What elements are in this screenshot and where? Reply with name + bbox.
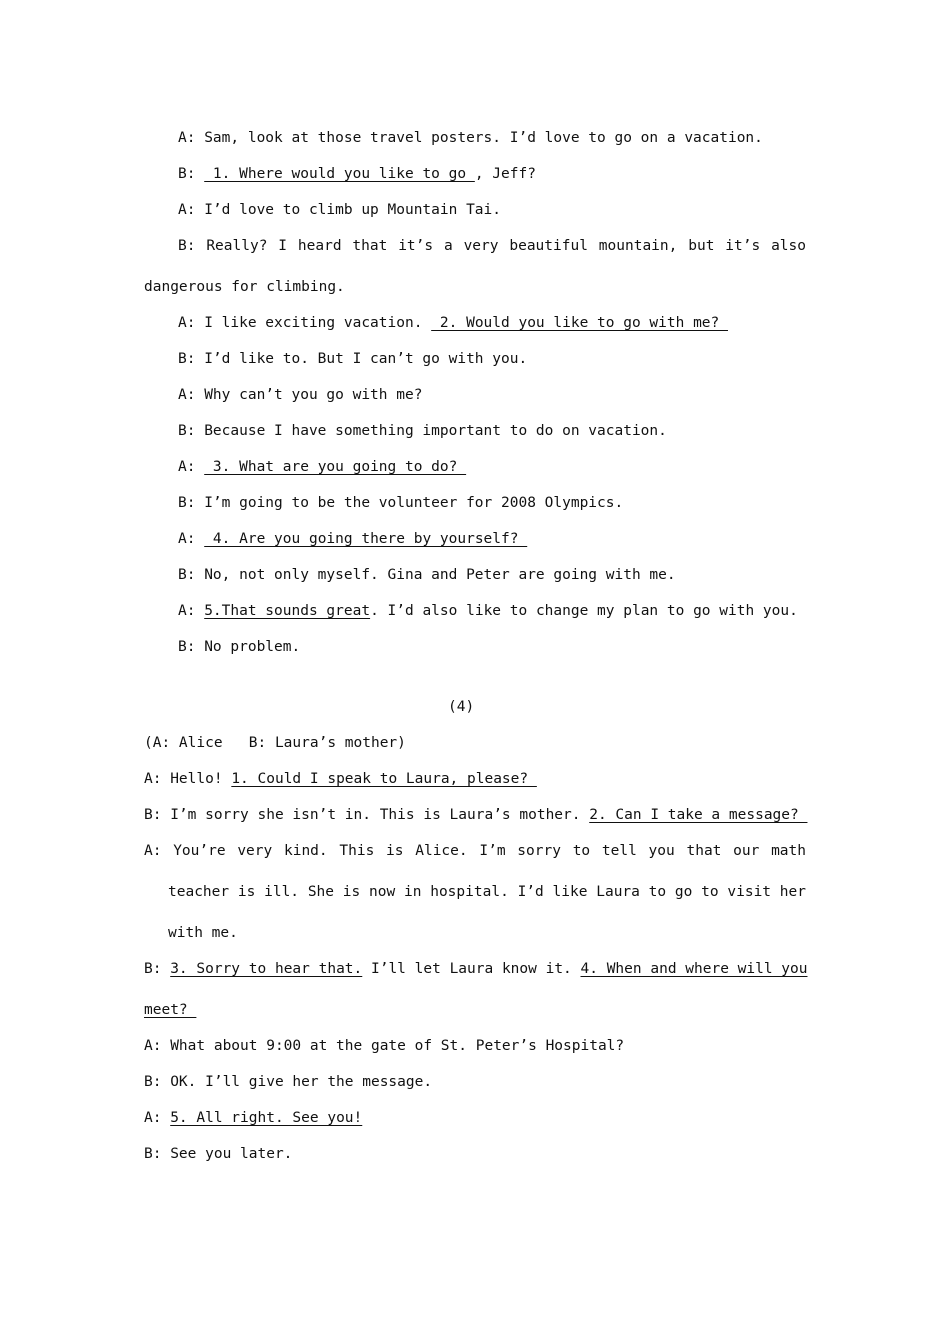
answer-5: 5. All right. See you!	[170, 1110, 363, 1126]
answer-4-continued: meet?	[144, 1002, 197, 1018]
dialog3-line-2	[178, 164, 536, 184]
dialog3-line-11	[178, 529, 527, 549]
answer-3: 3. Sorry to hear that.	[170, 961, 363, 977]
dialog3-line-6: B: I’d like to. But I can’t go with you.	[178, 351, 528, 367]
answer-3: 3. What are you going to do?	[204, 459, 467, 475]
answer-4: 4. Are you going there by yourself?	[204, 531, 528, 547]
speaker-label: A:	[178, 459, 205, 475]
line-text: , Jeff?	[474, 166, 536, 182]
dialog3-line-8: B: Because I have something important to do on vacation.	[178, 423, 667, 439]
line-text: A: Hello!	[144, 771, 232, 787]
line-text: I’ll let Laura know it.	[362, 961, 581, 977]
dialog4-roles: (A: Alice B: Laura’s mother)	[144, 735, 406, 751]
dialog3-line-1: A: Sam, look at those travel posters. I’d love to go on a vacation.	[178, 130, 763, 146]
dialog4-line-6: B: OK. I’ll give her the message.	[144, 1074, 433, 1090]
dialog3-line-3: A: I’d love to climb up Mountain Tai.	[178, 202, 502, 218]
dialog4-heading: (4)	[448, 699, 475, 715]
dialog3-line-7: A: Why can’t you go with me?	[178, 387, 423, 403]
speaker-label: B:	[144, 961, 171, 977]
dialog4-line-5: A: What about 9:00 at the gate of St. Peter’s Hospital?	[144, 1038, 625, 1054]
dialog3-line-10: B: I’m going to be the volunteer for 2008 Olympics.	[178, 495, 624, 511]
dialog4-line-3b: teacher is ill. She is now in hospital. I’d like Laura to go to visit her	[168, 884, 806, 900]
answer-5: 5.That sounds great	[204, 603, 371, 619]
line-text: B: I’m sorry she isn’t in. This is Laura’s mother.	[144, 807, 590, 823]
answer-2: 2. Would you like to go with me?	[431, 315, 728, 331]
dialog4-line-1	[144, 769, 537, 789]
dialog3-line-9	[178, 457, 466, 477]
answer-1: 1. Could I speak to Laura, please?	[231, 771, 537, 787]
dialog4-line-7	[144, 1108, 362, 1128]
dialog4-line-3a: A: You’re very kind. This is Alice. I’m sorry to tell you that our math	[144, 843, 806, 859]
line-text: . I’d also like to change my plan to go with you.	[370, 603, 798, 619]
answer-2: 2. Can I take a message?	[589, 807, 808, 823]
dialog3-line-13	[178, 601, 798, 621]
dialog3-line-4a: B: Really? I heard that it’s a very beautiful mountain, but it’s also	[178, 238, 806, 254]
dialog4-line-4b	[144, 1000, 196, 1020]
dialog3-line-4b: dangerous for climbing.	[144, 279, 345, 295]
speaker-label: A:	[178, 603, 205, 619]
dialog3-line-14: B: No problem.	[178, 639, 301, 655]
answer-4: 4. When and where will you	[580, 961, 808, 977]
answer-1: 1. Where would you like to go	[204, 166, 475, 182]
line-text: A: I like exciting vacation.	[178, 315, 432, 331]
dialog3-line-5	[178, 313, 728, 333]
dialog4-line-3c: with me.	[168, 925, 238, 941]
speaker-label: A:	[178, 531, 205, 547]
dialog4-line-8: B: See you later.	[144, 1146, 293, 1162]
speaker-label: B:	[178, 166, 205, 182]
dialog4-line-4a	[144, 959, 806, 979]
dialog3-line-12: B: No, not only myself. Gina and Peter are going with me.	[178, 567, 676, 583]
speaker-label: A:	[144, 1110, 171, 1126]
dialog4-line-2	[144, 805, 807, 825]
